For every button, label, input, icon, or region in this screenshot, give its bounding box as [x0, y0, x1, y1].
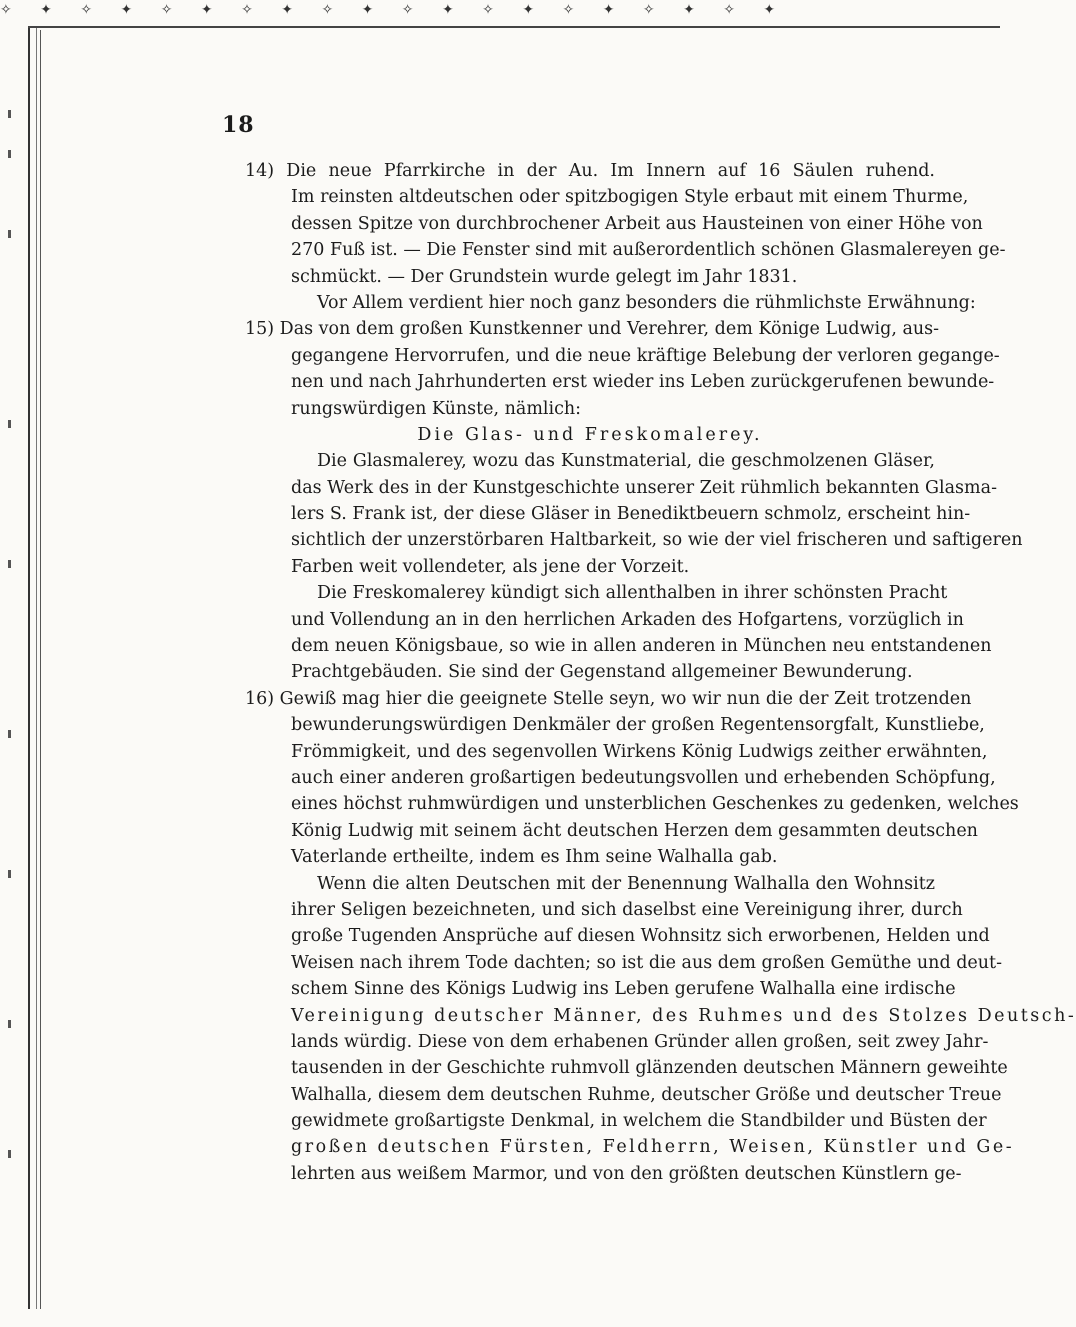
text-line: 14) Die neue Pfarrkirche in der Au. Im Innern auf 16 Säulen ruhend.: [245, 161, 935, 181]
text-line: schem Sinne des Königs Ludwig ins Leben gerufene Walhalla eine irdische: [291, 979, 956, 1000]
text-line: auch einer anderen großartigen bedeutungsvollen und erhebenden Schöpfung,: [291, 767, 996, 788]
text-line: großen deutschen Fürsten, Feldherrn, Weisen, Künstler und Ge-: [291, 1137, 1015, 1158]
text-line: Die Freskomalerey kündigt sich allenthalben in ihrer schönsten Pracht: [317, 583, 948, 604]
text-line: Wenn die alten Deutschen mit der Benennung Walhalla den Wohnsitz: [317, 873, 935, 894]
top-ornament-border: ✧ ✦ ✧ ✦ ✧ ✦ ✧ ✦ ✧ ✦ ✧ ✦ ✧ ✦ ✧ ✦ ✧ ✦ ✧ ✦: [0, 2, 788, 18]
text-line: Im reinsten altdeutschen oder spitzbogigen Style erbaut mit einem Thurme,: [291, 187, 969, 208]
text-line: gewidmete großartigste Denkmal, in welchem die Standbilder und Büsten der: [291, 1111, 987, 1132]
text-line: nen und nach Jahrhunderten erst wieder ins Leben zurückgerufenen bewunde-: [291, 372, 995, 393]
text-line: Vereinigung deutscher Männer, des Ruhmes und des Stolzes Deutsch-: [291, 1005, 1076, 1026]
text-line: das Werk des in der Kunstgeschichte unserer Zeit rühmlich bekannten Glasma-: [291, 477, 997, 498]
top-page-edge: [28, 26, 1000, 32]
text-line: und Vollendung an in den herrlichen Arkaden des Hofgartens, vorzüglich in: [291, 609, 964, 630]
text-line: Die Glasmalerey, wozu das Kunstmaterial, die geschmolzenen Gläser,: [317, 451, 935, 472]
text-line: sichtlich der unzerstörbaren Haltbarkeit, so wie der viel frischeren und saftigeren: [291, 530, 1023, 551]
text-line: ihrer Seligen bezeichneten, und sich daselbst eine Vereinigung ihrer, durch: [291, 899, 963, 920]
left-page-edge-inner: [40, 30, 43, 1309]
text-line: gegangene Hervorrufen, und die neue kräftige Belebung der verloren gegange-: [291, 345, 1000, 366]
text-line: Vor Allem verdient hier noch ganz besonders die rühmlichste Erwähnung:: [317, 292, 976, 313]
text-line: eines höchst ruhmwürdigen und unsterblichen Geschenkes zu gedenken, welches: [291, 794, 1019, 815]
page-number: 18: [222, 112, 255, 138]
text-line: lers S. Frank ist, der diese Gläser in Benediktbeuern schmolz, erscheint hin-: [291, 504, 971, 525]
text-line: rungswürdigen Künste, nämlich:: [291, 398, 582, 419]
text-line: Walhalla, diesem dem deutschen Ruhme, deutscher Größe und deutscher Treue: [291, 1084, 1002, 1105]
text-line: dem neuen Königsbaue, so wie in allen anderen in München neu entstandenen: [291, 636, 992, 657]
text-line: König Ludwig mit seinem ächt deutschen Herzen dem gesammten deutschen: [291, 820, 978, 841]
text-line: Vaterlande ertheilte, indem es Ihm seine Walhalla gab.: [291, 847, 778, 868]
left-page-edge: [28, 28, 37, 1309]
text-line: 15) Das von dem großen Kunstkenner und Verehrer, dem Könige Ludwig, aus-: [245, 319, 940, 340]
text-line: Frömmigkeit, und des segenvollen Wirkens König Ludwigs zeither erwähnten,: [291, 741, 988, 762]
text-line: lands würdig. Diese von dem erhabenen Gründer allen großen, seit zwey Jahr-: [291, 1031, 989, 1052]
text-line: schmückt. — Der Grundstein wurde gelegt im Jahr 1831.: [291, 266, 798, 287]
text-line: tausenden in der Geschichte ruhmvoll glänzenden deutschen Männern geweihte: [291, 1058, 1008, 1079]
text-line: 16) Gewiß mag hier die geeignete Stelle seyn, wo wir nun die der Zeit trotzenden: [245, 688, 972, 709]
text-line: bewunderungswürdigen Denkmäler der großen Regentensorgfalt, Kunstliebe,: [291, 715, 985, 736]
section-heading: Die Glas- und Freskomalerey.: [417, 424, 763, 445]
binding-marks: [2, 90, 20, 1290]
text-line: Prachtgebäuden. Sie sind der Gegenstand allgemeiner Bewunderung.: [291, 662, 913, 683]
text-line: dessen Spitze von durchbrochener Arbeit aus Hausteinen von einer Höhe von: [291, 213, 983, 234]
page-body: [245, 158, 1076, 1187]
text-line: große Tugenden Ansprüche auf diesen Wohnsitz sich erworbenen, Helden und: [291, 926, 990, 947]
text-line: 270 Fuß ist. — Die Fenster sind mit außerordentlich schönen Glasmalereyen ge-: [291, 240, 1006, 261]
text-line: lehrten aus weißem Marmor, und von den größten deutschen Künstlern ge-: [291, 1163, 962, 1184]
text-line: Farben weit vollendeter, als jene der Vorzeit.: [291, 556, 690, 577]
text-line: Weisen nach ihrem Tode dachten; so ist die aus dem großen Gemüthe und deut-: [291, 952, 1002, 973]
